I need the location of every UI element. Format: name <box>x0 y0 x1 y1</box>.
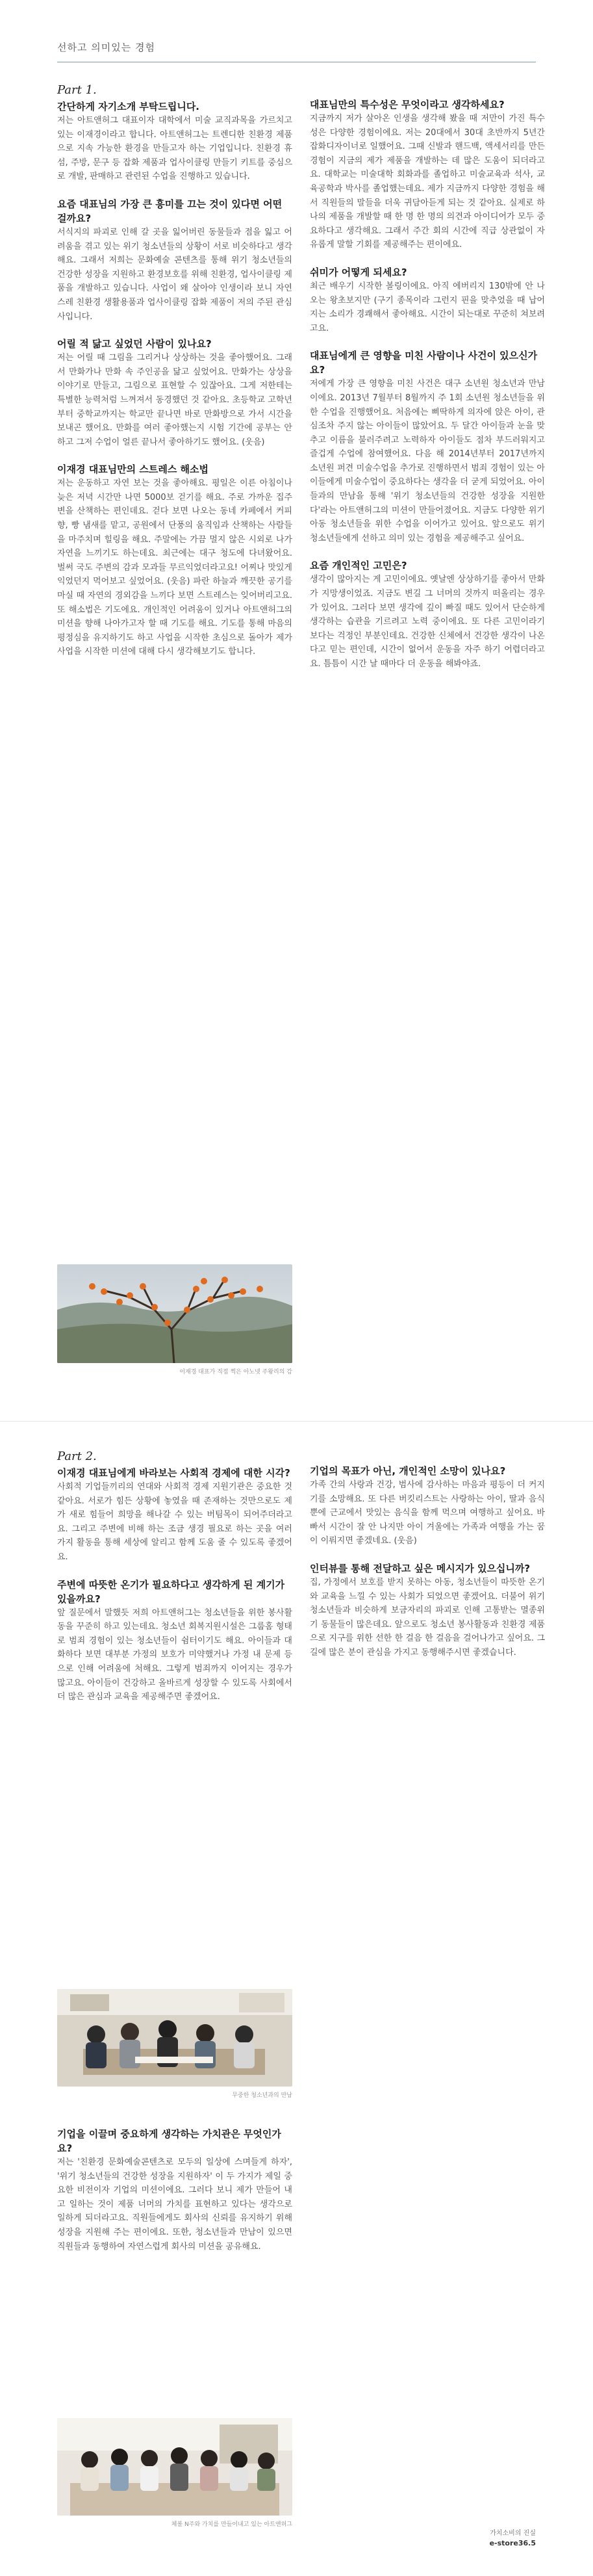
qa-item <box>57 197 292 324</box>
question: 이재경 대표님에게 바라보는 사회적 경제에 대한 시각? <box>57 1467 290 1479</box>
qa-item <box>310 1464 545 1548</box>
question: 요즘 개인적인 고민은? <box>310 560 407 572</box>
part-divider <box>0 1421 593 1422</box>
qa-item <box>310 98 545 252</box>
question: 어릴 적 닮고 싶었던 사람이 있나요? <box>57 338 212 350</box>
answer: 생각이 많아지는 게 고민이에요. 옛날엔 상상하기를 좋아서 만화가 지망생이었죠. 지금도 변길 그 너머의 것까지 떠올리는 경우가 있어요. 그러다 보면 생각에 깊이 빠질 때도 있어서 단순하게 생각하는 습관을 기르려고 노력 중이에요. 또 다른 고민이라기 보다는 걱정인 부분인데요. 건강한 신체에서 건강한 생각이 나온다고 믿는 편인데, 시간이 없어서 운동을 자주 하기 어렵더라고요. 틈틈이 시간 날 때마다 더 운동을 해봐야죠. <box>310 575 545 669</box>
question: 기업을 이끌며 중요하게 생각하는 가치관은 무엇인가요? <box>57 2128 281 2154</box>
persimmon-photo-caption: 이재경 대표가 직접 찍은 아노넷 주왕리의 감 <box>179 1369 292 1375</box>
answer: 저는 운동하고 자연 보는 것을 좋아해요. 평일은 이른 아침이나 늦은 저녁 시간만 나면 5000보 걷기를 해요. 주로 가까운 집주변을 산책하는 편인데요. 걷다 보면 나오는 동네 카페에서 커피 향, 빵 냄새를 맡고, 공원에서 단풍의 움직임과 산책하는 사람들을 마주치며 힐링을 해요. 주말에는 가끔 멀지 않은 시외로 나가 자연을 느끼기도 하는데요. 최근에는 대구 청도에 다녀왔어요. 벌써 국도 주변의 감과 모과들 무르익었더라고요! 어찌나 맛있게 익었던지 먹어보고 싶었어요. (웃음) 파란 하늘과 깨끗한 공기를 마실 때 자연의 경외감을 느끼다 보면 스트레스는 잊어버리고요. 또 해소법은 기도에요. 개인적인 어려움이 있거나 아트앤허그의 미션을 향해 나아가고자 할 때 기도를 해요. 기도를 통해 마음의 평정심을 유지하기도 하고 사업을 시작한 초심으로 돌아가 제가 사업을 시작한 미션에 대해 다시 생각해보기도 합니다. <box>57 478 292 657</box>
persimmon-photo-block <box>57 1264 292 1375</box>
footer-store-name: e-store36.5 <box>489 2539 536 2547</box>
qa-item <box>57 1466 292 1565</box>
team-group-image <box>57 2418 292 2516</box>
answer: 저에게 가장 큰 영향을 미친 사건은 대구 소년원 청소년과 만남이에요. 2013년 7월부터 8월까지 주 1회 소년원 청소년들을 위한 수업을 진행했어요. 처음에는 삐딱하게 의자에 앉은 아이, 관심조차 주지 않는 아이들이 많았어요. 두 달간 아이들과 눈을 맞추고 이름을 불러주려고 노력하자 아이들도 점차 부드러워지고 즐겁게 수업에 참여했어요. 다음 해 2014년부터 2017년까지 소년원 퍼견 미술수업을 추가로 진행하면서 범죄 경험이 있는 아이들에게 미술수업이 중요하다는 생각을 더 굳게 되었어요. 아이들과의 만남을 통해 '위기 청소년들의 건강한 성장을 지원한다'라는 아트앤허그의 미션이 만들어졌어요. 지금도 다양한 위기 아동 청소년들을 위한 수업을 이어가고 있어요. 앞으로도 위기 청소년들에게 선하고 의미 있는 경험을 제공해주고 싶어요. <box>310 379 545 543</box>
team-photo-caption: 체볼 N주와 가치를 만들어내고 있는 아트앤허그 <box>171 2521 292 2528</box>
team-photo <box>57 2418 292 2516</box>
youth-meeting-image <box>57 1989 292 2087</box>
youth-meeting-caption: 무중한 청소년과의 만남 <box>232 2092 292 2099</box>
part2-left-lower-column <box>57 2127 292 2267</box>
qa-item <box>57 99 292 184</box>
question: 쉬미가 어떻게 되세요? <box>310 266 407 278</box>
answer: 집, 가정에서 보호를 받지 못하는 아동, 청소년들이 따뜻한 온기와 교육을 느낄 수 있는 사회가 되었으면 좋겠어요. 더불어 위기 청소년들과 비슷하게 보금자리의 파괴로 인해 고통받는 멸종위기 동물들이 많은데요. 앞으로도 청소년 봉사활동과 친환경 제품으로 지구를 위한 선한 한 걸음 한 걸음을 걸어나가고 싶어요. 그 길에 많은 분이 관심을 가지고 동행해주시면 좋겠습니다. <box>310 1577 545 1658</box>
question: 요즘 대표님의 가장 큰 흥미를 끄는 것이 있다면 어떤 걸까요? <box>57 198 283 224</box>
answer: 가족 간의 사랑과 건강, 범사에 감사하는 마음과 평등이 더 커지기를 소망해요. 또 다른 버킷리스트는 사랑하는 아이, 딸과 음식뿐에 근교에서 맛있는 음식을 함께 먹으며 여행하고 싶어요. 바빠서 시간이 잘 안 나지만 아이 겨울에는 가족과 여행을 가는 꿈이 이뤄지면 좋겠네요. (웃음) <box>310 1480 545 1546</box>
question: 주변에 따뜻한 온기가 필요하다고 생각하게 된 계기가 있을까요? <box>57 1578 285 1605</box>
qa-item <box>310 265 545 335</box>
answer: 앞 질문에서 말했듯 저희 아트앤허그는 청소년들을 위한 봉사활동을 꾸준히 하고 있는데요. 청소년 회복지원시설은 그룹홈 형태로 범죄 경험이 있는 청소년들이 쉼터이기도 해요. 아이들과 대화하다 보면 대부분 가정의 보호가 미약했거나 가정 내 문제 등으로 인해 어려움에 처해요. 그렇게 범죄까지 이어지는 경우가 많고요. 아이들이 건강하고 올바르게 성장할 수 있도록 사회에서 더 많은 관심과 교육을 제공해주면 좋겠어요. <box>57 1607 292 1702</box>
team-photo-block <box>57 2418 292 2528</box>
qa-item <box>57 337 292 449</box>
youth-meeting-photo-block <box>57 1989 292 2099</box>
qa-item <box>57 2127 292 2254</box>
part1-left-column <box>57 83 292 672</box>
youth-meeting-photo <box>57 1989 292 2087</box>
qa-item <box>57 1578 292 1704</box>
qa-item <box>57 462 292 659</box>
qa-item <box>310 558 545 671</box>
answer: 지금까지 저가 살아온 인생을 생각해 봤을 때 저만이 가진 특수성은 다양한 경험이에요. 저는 20대에서 30대 초반까지 5년간 잡화디자이너로 일했어요. 그때 신발과 핸드백, 액세서리를 만든 경험이 지금의 제가 제품을 개발하는 데 많은 도움이 되더라고요. 대학교는 미술대학 회화과를 졸업하고 미술교육과 석사, 교육공학과 박사를 졸업했는데요. 제가 지금까지 다양한 경험을 해서 직원들의 말들을 더욱 귀담아듣게 되는 것 같아요. 실제로 하나의 제품을 개발할 때 한 명 한 명의 의견과 아이디어가 모두 중요하다고 생각해요. 그래서 주간 회의 시간에 직급 상관없이 자유롭게 말할 기회를 제공해주는 편이에요. <box>310 114 545 250</box>
answer: 저는 어릴 때 그림을 그리거나 상상하는 것을 좋아했어요. 그래서 만화가나 만화 속 주인공을 닮고 싶었어요. 만화가는 상상을 이야기로 만들고, 그림으로 표현할 수 있잖아요. 그게 저한테는 특별한 능력처럼 느껴져서 동경했던 것 같아요. 초등학교 고학년부터 중학교까지는 학교만 끝나면 바로 만화방으로 가서 시간을 보내곤 했어요. 만화를 여러 좋아했는지 시험 기간에 공부는 안 하고 그저 수업이 얼른 끝나서 좋아하기도 했어요. (웃음) <box>57 353 292 447</box>
answer: 서식지의 파괴로 인해 갈 곳을 잃어버린 동물들과 점을 잃고 어려움을 겪고 있는 위기 청소년들의 상황이 서로 비슷하다고 생각해요. 그래서 저희는 문화예술 콘텐츠를 통해 위기 청소년들의 건강한 성장을 지원하고 환경보호를 위해 친환경, 업사이클링 제품을 개발하고 있습니다. 사업이 왜 살아야 인생이라 보니 자연스레 친환경 생활용품과 업사이클링 잡화 제품이 저의 주된 관심사입니다. <box>57 227 292 322</box>
question: 대표님만의 특수성은 무엇이라고 생각하세요? <box>310 99 505 111</box>
question: 대표님에게 큰 영향을 미친 사람이나 사건이 있으신가요? <box>310 350 538 376</box>
qa-item <box>310 1561 545 1660</box>
persimmon-tree-photo <box>57 1264 292 1363</box>
answer: 최근 배우기 시작한 볼링이에요. 아직 에버리지 130밖에 안 나오는 왕초보지만 (구기 종목이라 그런지 핀을 맞추었을 때 납어지는 소리가 경쾌해서 좋아해요. 시간이 되는대로 꾸준히 쳐보려고요. <box>310 281 545 333</box>
part1-right-column <box>310 98 545 684</box>
qa-item <box>310 348 545 545</box>
question: 이재경 대표님만의 스트레스 해소법 <box>57 463 209 476</box>
part1-label: Part 1. <box>57 83 97 97</box>
question: 인터뷰를 통해 전달하고 싶은 메시지가 있으십니까? <box>310 1562 531 1574</box>
answer: 사회적 기업들끼리의 연대와 사회적 경제 지원기관은 중요한 것 같아요. 서로가 힘든 상황에 놓였을 때 존재하는 것만으로도 제가 새로 힘들어 희망을 해나갈 수 있는 버팀목이 되어주더라고요. 그리고 주변에 비해 하는 조금 생경 필요로 하는 곳을 여러 가지 활동을 통해 세상에 알리고 함께 도움 줄 수 있도록 좋겠어요. <box>57 1482 292 1562</box>
footer-tagline: 가치소비의 진실 <box>490 2530 536 2537</box>
section-title: 선하고 의미있는 경험 <box>57 42 155 53</box>
part2-left-column <box>57 1450 292 1717</box>
answer: 저는 아트앤허그 대표이자 대학에서 미술 교직과목을 가르치고 있는 이재경이라고 합니다. 아트앤허그는 트렌디한 친환경 제품으로 지속 가능한 환경을 만들고자 하는 기업입니다. 친환경 휴섬, 주방, 문구 등 잡화 제품과 업사이클링 만들기 키트를 중심으로 개발, 판매하고 관련된 수업을 진행하고 있습니다. <box>57 116 292 182</box>
part2-right-column <box>310 1464 545 1673</box>
answer: 저는 '친환경 문화예술콘텐츠로 모두의 일상에 스며들게 하자', '위기 청소년들의 건강한 성장을 지원하자' 이 두 가지가 제일 중요한 비전이자 기업의 미션이에요. 그러다 보니 제가 만들어 내고 일하는 것이 제품 너머의 가치를 표현하고 있다는 생각으로 일하게 되더라고요. 직원들에게도 회사의 신뢰를 유지하기 위해 성장을 지원해 주는 편이에요. 또한, 청소년들과 만남이 있으면 직원들과 동행하여 자연스럽게 회사의 미션을 공유해요. <box>57 2157 292 2252</box>
part2-label: Part 2. <box>57 1450 97 1463</box>
question: 기업의 목표가 아닌, 개인적인 소망이 있나요? <box>310 1465 506 1477</box>
question: 간단하게 자기소개 부탁드립니다. <box>57 101 200 112</box>
persimmon-tree-image <box>57 1264 292 1363</box>
